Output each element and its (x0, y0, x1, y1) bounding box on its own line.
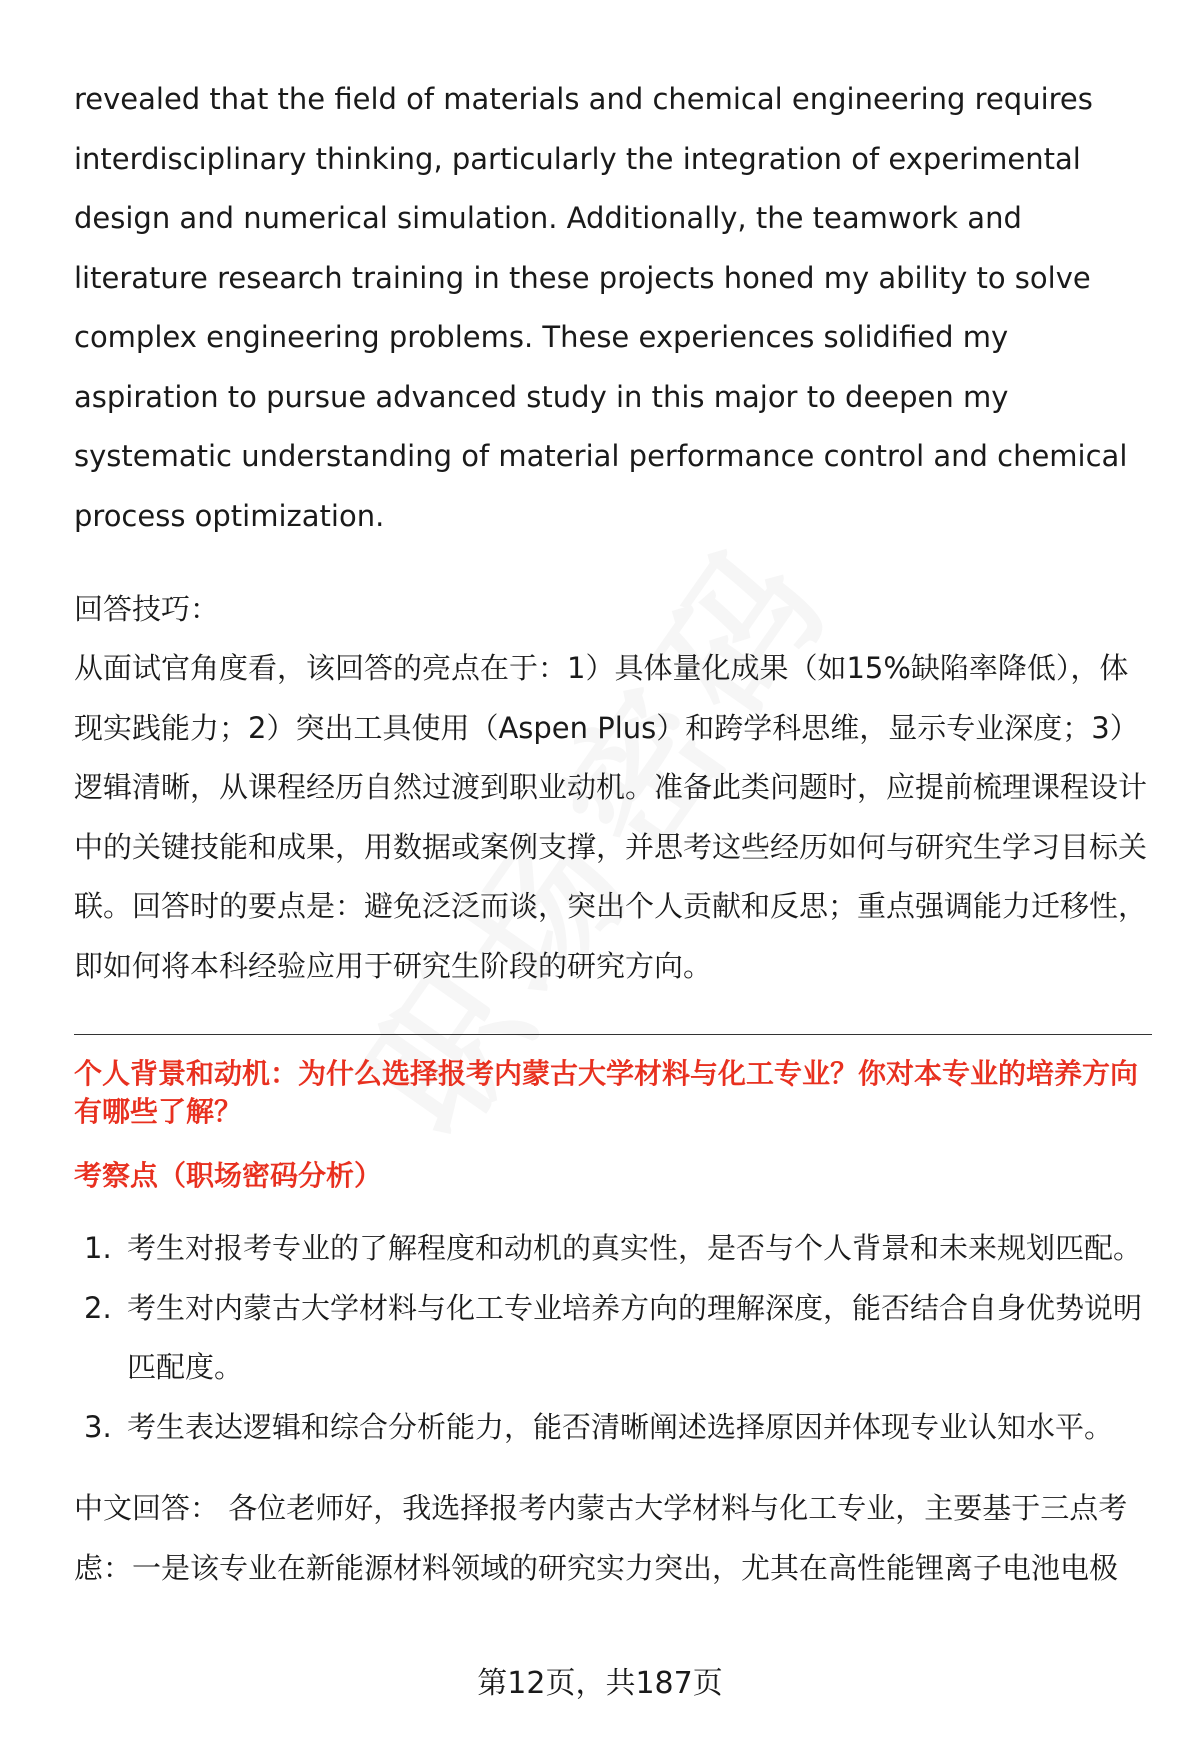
list-item-text: 考生表达逻辑和综合分析能力，能否清晰阐述选择原因并体现专业认知水平。 (127, 1409, 1114, 1444)
list-item (74, 1219, 1152, 1279)
tips-label: 回答技巧： (74, 592, 220, 626)
examination-points-label: 考察点（职场密码分析） (74, 1159, 383, 1192)
section-divider (74, 1034, 1152, 1035)
list-number: 2. (84, 1290, 112, 1325)
list-item-text: 考生对内蒙古大学材料与化工专业培养方向的理解深度，能否结合自身优势说明匹配度。 (127, 1290, 1143, 1384)
examination-points-list (74, 1219, 1152, 1457)
chinese-answer-paragraph: 中文回答： 各位老师好，我选择报考内蒙古大学材料与化工专业，主要基于三点考虑：一是该专业在新能源材料领域的研究实力突出，尤其在高性能锂离子电池电极 (74, 1491, 1128, 1585)
list-item (74, 1398, 1152, 1458)
tips-body: 从面试官角度看，该回答的亮点在于：1）具体量化成果（如15%缺陷率降低），体现实践能力；2）突出工具使用（Aspen Plus）和跨学科思维，显示专业深度；3）逻辑清晰，从课程经历自然过渡到职业动机。准备此类问题时，应提前梳理课程设计中的关键技能和成果，用数据或案例支撑，并思考这些经历如何与研究生学习目标关联。回答时的要点是：避免泛泛而谈，突出个人贡献和反思；重点强调能力迁移性，即如何将本科经验应用于研究生阶段的研究方向。 (74, 651, 1148, 983)
list-number: 3. (84, 1409, 112, 1444)
list-number: 1. (84, 1231, 112, 1265)
question-heading: 个人背景和动机：为什么选择报考内蒙古大学材料与化工专业？你对本专业的培养方向有哪些了解？ (74, 1057, 1139, 1128)
page-number-footer: 第12页，共187页 (477, 1666, 723, 1701)
list-item-text: 考生对报考专业的了解程度和动机的真实性，是否与个人背景和未来规划匹配。 (127, 1231, 1143, 1265)
english-answer-paragraph: revealed that the field of materials and chemical engineering requires interdisciplinary thinking, particularly the integration of experimental design and numerical simulation. Additionally, the teamwork and literature research training in these projects honed my ability to solve complex engineering problems. These experiences solidified my aspiration to pursue advanced study in this major to deepen my systematic understanding of material performance control and chemical process optimization. (74, 82, 1128, 533)
list-item (74, 1279, 1152, 1398)
page-content (74, 70, 1152, 1598)
